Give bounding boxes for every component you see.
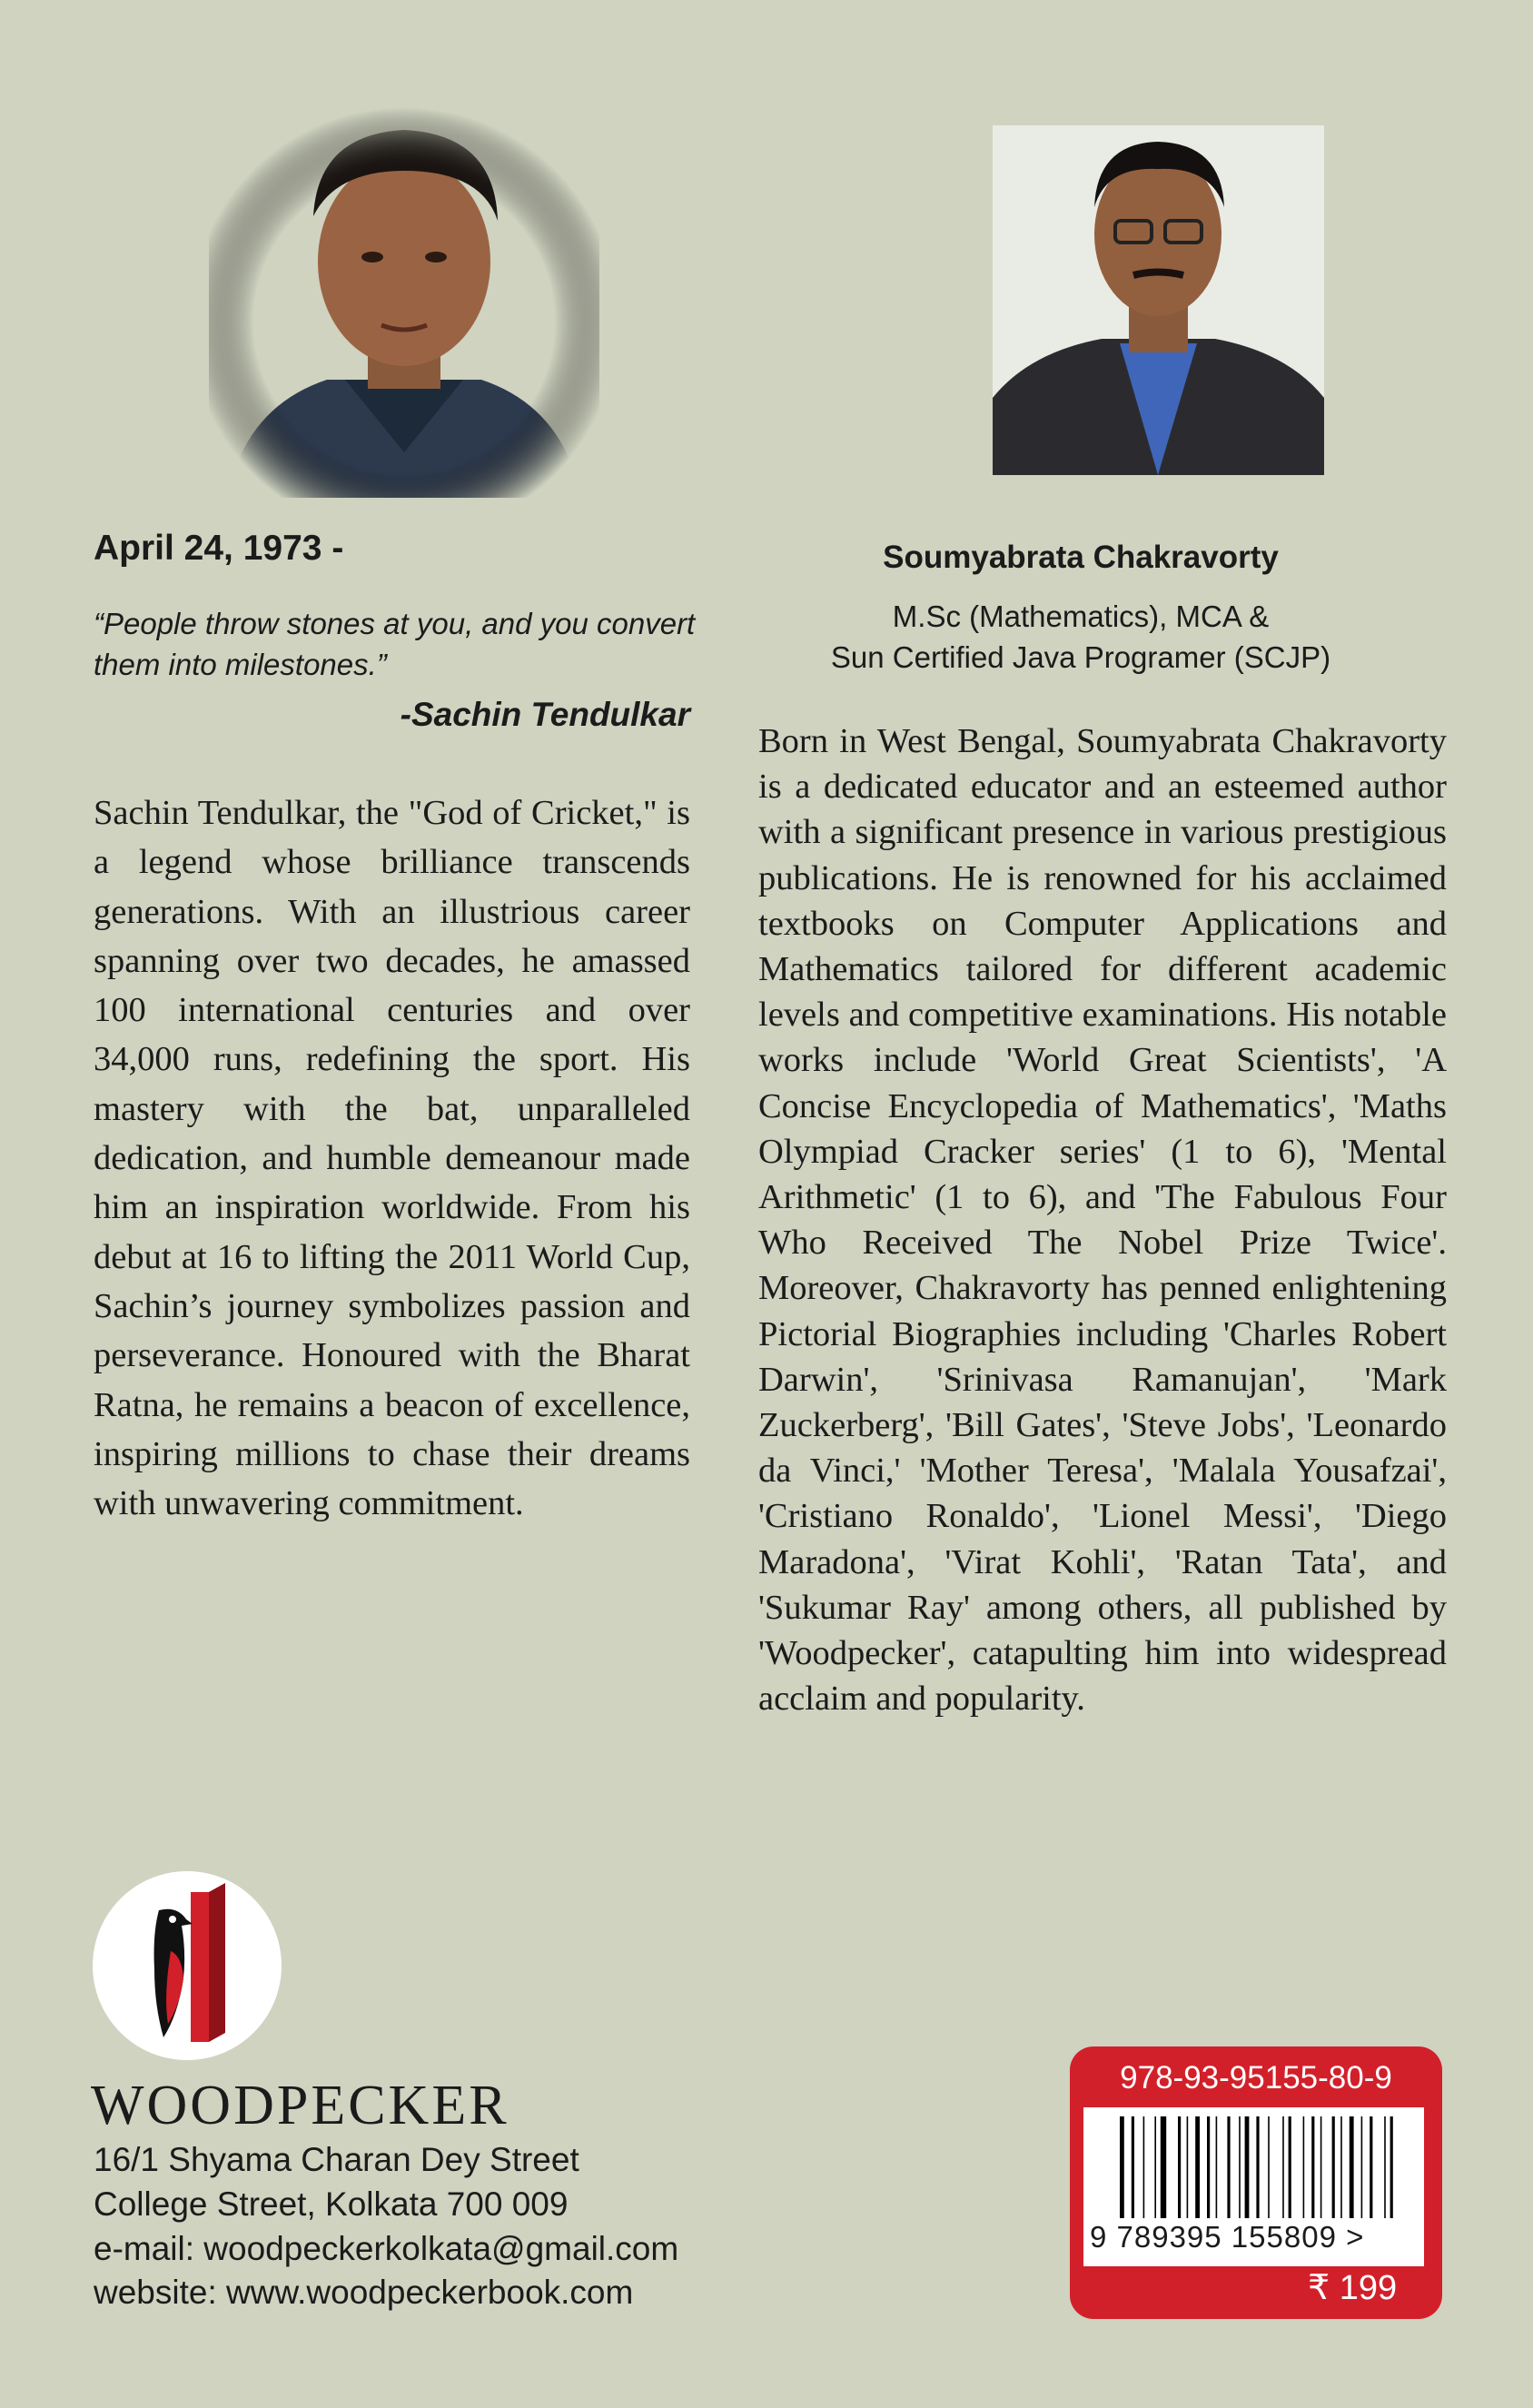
barcode-bar [1320,2116,1322,2218]
publisher-address-line2: College Street, Kolkata 700 009 [94,2185,569,2223]
author-qualification-line1: M.Sc (Mathematics), MCA & [892,600,1270,633]
barcode-bar [1390,2116,1393,2218]
sachin-biography: Sachin Tendulkar, the "God of Cricket," is a legend whose brilliance transcends generations. With an illustrious career spanning over two decades, he amassed 100 international centuries and over 34,000 runs, redefining the sport. His mastery with the bat, unparalleled dedication, and humble demeanour made him an inspiration worldwide. From his debut at 16 to lifting the 2011 World Cup, Sachin’s journey symbolizes passion and perseverance. Honoured with the Bharat Ratna, he remains a beacon of excellence, inspiring millions to chase their dreams with unwavering commitment. [94,794,690,1523]
publisher-email: e-mail: woodpeckerkolkata@gmail.com [94,2230,679,2267]
quote-attribution: -Sachin Tendulkar [400,696,690,733]
barcode-bar [1195,2116,1200,2218]
barcode-bar [1216,2116,1218,2218]
barcode-bar [1161,2116,1166,2218]
barcode-digits: 9 789395 155809 > [1090,2220,1365,2254]
barcode-bar [1384,2116,1386,2218]
barcode-bar [1289,2116,1291,2218]
author-name: Soumyabrata Chakravorty [883,540,1279,575]
barcode-bar [1207,2116,1210,2218]
barcode-bar [1143,2116,1145,2218]
isbn-number: 978-93-95155-80-9 [1120,2060,1392,2096]
sachin-portrait [209,107,599,498]
barcode-bar [1303,2116,1305,2218]
barcode-bar [1332,2116,1335,2218]
barcode-bars [1120,2116,1412,2218]
barcode-bar [1282,2116,1284,2218]
barcode-bar [1154,2116,1156,2218]
publisher-website: website: www.woodpeckerbook.com [94,2274,634,2311]
author-qualification-line2: Sun Certified Java Programer (SCJP) [830,640,1331,674]
barcode-bar [1340,2116,1342,2218]
publisher-name: WOODPECKER [91,2075,509,2136]
date-of-birth: April 24, 1973 - [94,529,344,568]
barcode-bar [1227,2116,1230,2218]
author-portrait [993,125,1324,475]
barcode-bar [1132,2116,1134,2218]
barcode-bar [1245,2116,1250,2218]
barcode-bar [1311,2116,1314,2218]
barcode-bar [1239,2116,1241,2218]
price: ₹ 199 [1308,2269,1398,2307]
author-biography: Born in West Bengal, Soumyabrata Chakravorty is a dedicated educator and an esteemed author with a significant presence in various prestigious publications. He is renowned for his acclaimed textbooks on Computer Applications and Mathematics tailored for different academic levels and competitive examinations. His notable works include 'World Great Scientists', 'A Concise Encyclopedia of Mathematics', 'Maths Olympiad Cracker series' (1 to 6), 'Mental Arithmetic' (1 to 6), and 'The Fabulous Four Who Received The Nobel Prize Twice'. Moreover, Chakravorty has penned enlightening Pictorial Biographies including 'Charles Robert Darwin', 'Srinivasa Ramanujan', 'Mark Zuckerberg', 'Bill Gates', 'Steve Jobs', 'Leonardo da Vinci,' 'Mother Teresa', 'Malala Yousafzai', 'Cristiano Ronaldo', 'Lionel Messi', 'Diego Maradona', 'Virat Kohli', 'Ratan Tata', and 'Sukumar Ray' among others, all published by 'Woodpecker', catapulting him into widespread acclaim and popularity. [758,722,1447,1719]
barcode-bar [1178,2116,1181,2218]
barcode-bar [1350,2116,1354,2218]
publisher-address-line1: 16/1 Shyama Charan Dey Street [94,2141,579,2178]
barcode-bar [1370,2116,1372,2218]
barcode-bar [1361,2116,1363,2218]
barcode-bar [1187,2116,1189,2218]
woodpecker-logo-icon [91,1869,283,2062]
quote: “People throw stones at you, and you convert them into milestones.” [94,607,696,681]
barcode-bar [1256,2116,1259,2218]
barcode-bar [1120,2116,1124,2218]
barcode-bar [1268,2116,1270,2218]
